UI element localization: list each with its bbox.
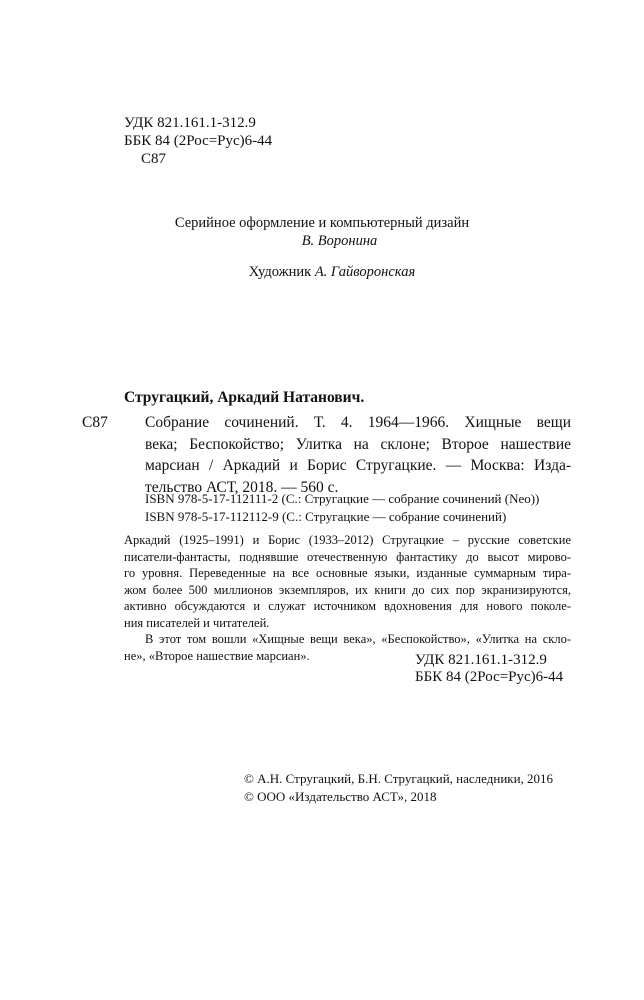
isbn-block	[145, 490, 539, 526]
bibliographic-line: марсиан / Аркадий и Борис Стругацкие. — Москва: Изда-	[145, 457, 571, 474]
design-credit-label: Серийное оформление и компьютерный дизайн	[174, 215, 470, 231]
artist-credit	[0, 263, 644, 281]
artist-credit-name: А. Гайворонская	[314, 264, 416, 280]
author-sign: С87	[141, 151, 167, 167]
udk-code-bottom: УДК 821.161.1-312.9	[415, 652, 547, 668]
design-credit	[0, 214, 644, 250]
annotation-line: В этот том вошли «Хищные вещи века», «Беспокойство», «Улитка на скло-	[145, 632, 571, 646]
isbn-line: ISBN 978-5-17-112112-9 (С.: Стругацкие — собрание сочинений)	[145, 509, 507, 524]
artist-credit-label: Художник	[248, 264, 312, 280]
udk-code: УДК 821.161.1-312.9	[124, 115, 256, 131]
annotation-line: не», «Второе нашествие марсиан».	[124, 648, 310, 663]
isbn-line: ISBN 978-5-17-112111-2 (С.: Стругацкие — собрание сочинений (Neo))	[145, 491, 540, 506]
bibliographic-line: века; Беспокойство; Улитка на склоне; Второе нашествие	[145, 435, 571, 453]
design-credit-name: В. Воронина	[301, 233, 378, 249]
bibliographic-line: Собрание сочинений. Т. 4. 1964—1966. Хищные вещи	[145, 414, 571, 431]
bibliographic-author: Стругацкий, Аркадий Натанович.	[124, 389, 365, 406]
annotation-line: Аркадий (1925–1991) и Борис (1933–2012) Стругацкие – русские советские	[124, 533, 571, 547]
bibliographic-line: тельство АСТ, 2018. — 560 с.	[145, 478, 339, 496]
annotation-line: активно обсуждаются и служат источником вдохновения для нового поколе-	[124, 599, 571, 613]
annotation	[124, 532, 571, 664]
bibliographic-author-sign: С87	[82, 414, 108, 431]
bbk-code-bottom: ББК 84 (2Рос=Рус)6-44	[415, 669, 564, 685]
annotation-line: писатели-фантасты, поднявшие отечественную фантастику до высот мирово-	[124, 549, 571, 564]
bibliographic-description	[145, 412, 571, 498]
copyright-block	[244, 770, 553, 806]
annotation-line: го уровня. Переведенные на все основные языки, изданные суммарным тира-	[124, 566, 571, 580]
classification-block-top	[124, 114, 272, 168]
annotation-line: ния писателей и читателей.	[124, 615, 270, 630]
bbk-code: ББК 84 (2Рос=Рус)6-44	[124, 133, 273, 149]
classification-block-bottom	[415, 652, 563, 686]
copyright-line: © ООО «Издательство АСТ», 2018	[244, 789, 437, 804]
annotation-line: жом более 500 миллионов экземпляров, их книги до сих пор экранизируются,	[124, 582, 571, 597]
copyright-line: © А.Н. Стругацкий, Б.Н. Стругацкий, наследники, 2016	[244, 771, 554, 786]
